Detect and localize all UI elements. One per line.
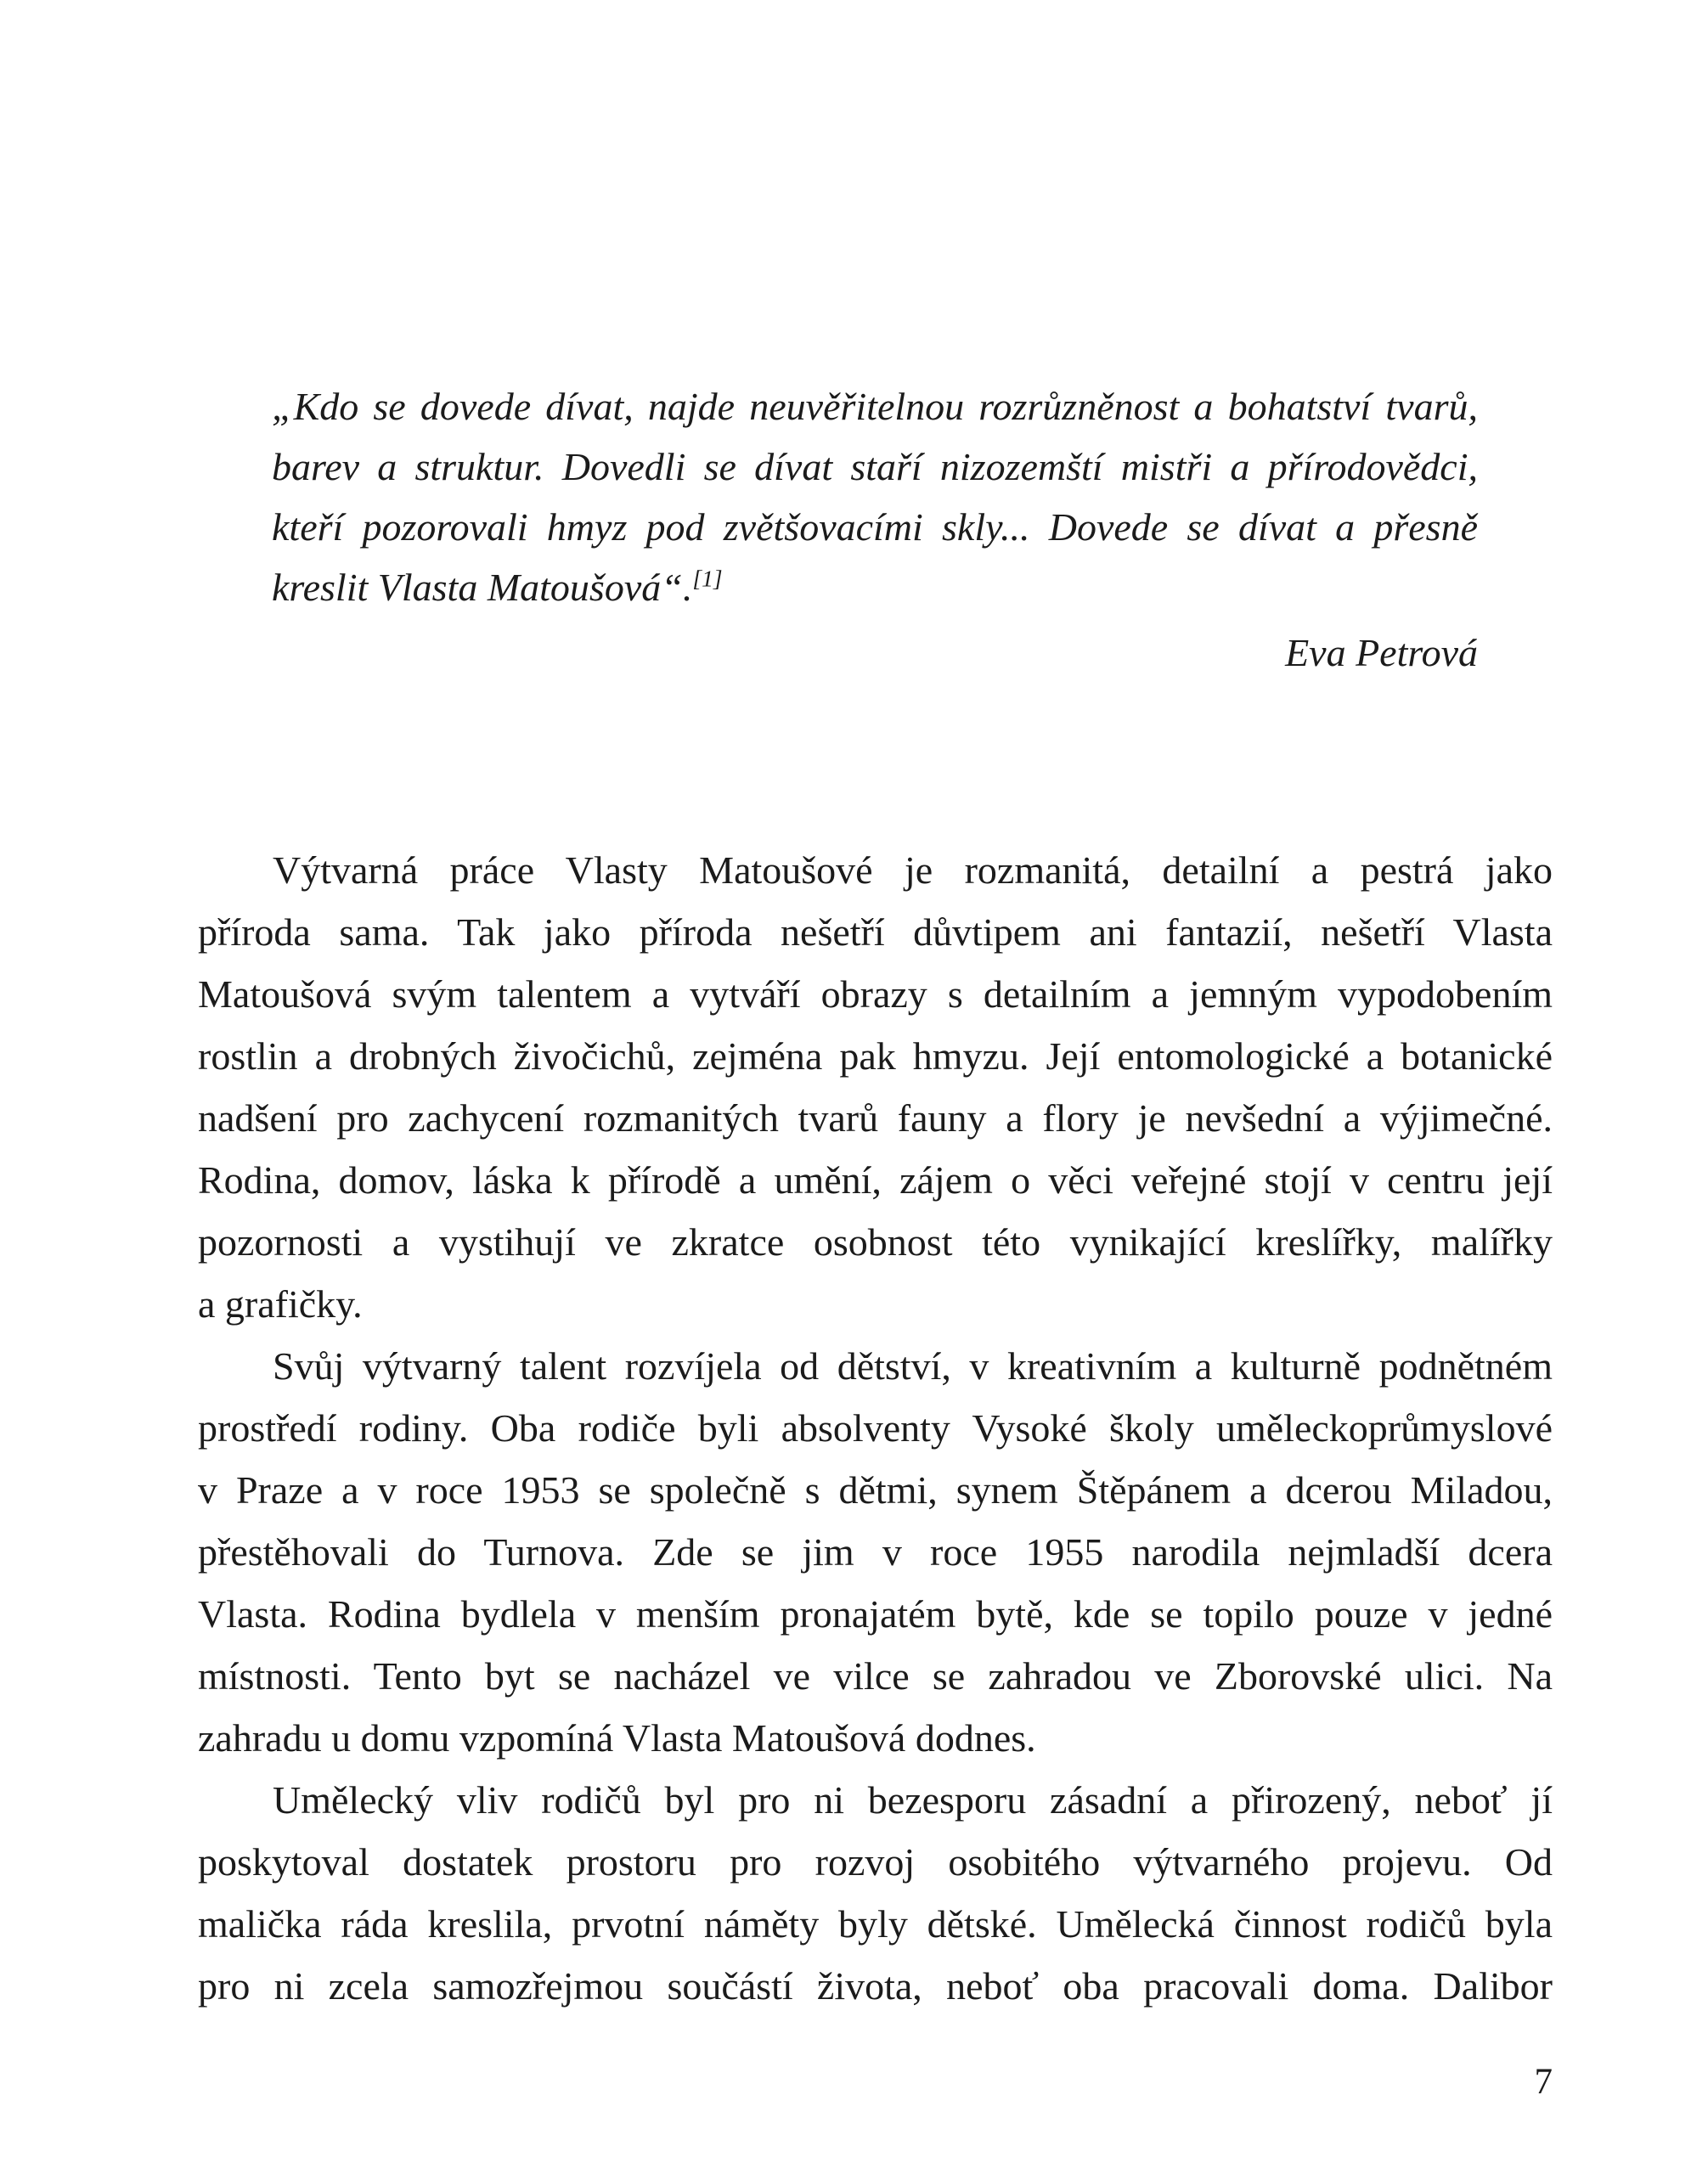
quote-line: barev a struktur. Dovedli se dívat staří nizozemští mistři a přírodovědci, [272, 445, 1478, 488]
footnote-reference: [1] [692, 565, 723, 592]
body-line: nadšení pro zachycení rozmanitých tvarů fauny a flory je nevšední a výjimečné. [198, 1096, 1553, 1140]
page-number: 7 [1534, 2062, 1553, 2102]
body-line: pozornosti a vystihují ve zkratce osobnost této vynikající kreslířky, malířky [198, 1220, 1553, 1264]
quote-line: kteří pozorovali hmyz pod zvětšovacími skly... Dovede se dívat a přesně [272, 505, 1478, 549]
body-line: v Praze a v roce 1953 se společně s dětmi, synem Štěpánem a dcerou Miladou, [198, 1468, 1553, 1512]
body-line: zahradu u domu vzpomíná Vlasta Matoušová dodnes. [198, 1716, 1036, 1760]
body-line: příroda sama. Tak jako příroda nešetří důvtipem ani fantazií, nešetří Vlasta [198, 910, 1553, 954]
quote-attribution: Eva Petrová [1285, 631, 1478, 674]
quote-line-text: kreslit Vlasta Matoušová“. [272, 566, 693, 609]
body-line: pro ni zcela samozřejmou součástí života, neboť oba pracovali doma. Dalibor [198, 1964, 1553, 2008]
epigraph-quote [272, 376, 1478, 617]
quote-line [272, 557, 1478, 617]
body-line: poskytoval dostatek prostoru pro rozvoj osobitého výtvarného projevu. Od [198, 1840, 1553, 1884]
paragraph [198, 1769, 1553, 2017]
body-text [198, 839, 1553, 2017]
body-line: Vlasta. Rodina bydlela v menším pronajatém bytě, kde se topilo pouze v jedné [198, 1592, 1553, 1636]
body-line: místnosti. Tento byt se nacházel ve vilce se zahradou ve Zborovské ulici. Na [198, 1654, 1553, 1698]
body-line: prostředí rodiny. Oba rodiče byli absolventy Vysoké školy uměleckoprůmyslové [198, 1406, 1553, 1450]
body-line: malička ráda kreslila, prvotní náměty byly dětské. Umělecká činnost rodičů byla [198, 1902, 1553, 1946]
body-line: přestěhovali do Turnova. Zde se jim v roce 1955 narodila nejmladší dcera [198, 1530, 1553, 1574]
paragraph [198, 839, 1553, 1335]
body-line: Rodina, domov, láska k přírodě a umění, zájem o věci veřejné stojí v centru její [198, 1158, 1553, 1202]
body-line: Výtvarná práce Vlasty Matoušové je rozmanitá, detailní a pestrá jako [273, 848, 1553, 892]
body-line: Umělecký vliv rodičů byl pro ni bezesporu zásadní a přirozený, neboť jí [273, 1778, 1553, 1822]
body-line: Matoušová svým talentem a vytváří obrazy s detailním a jemným vypodobením [198, 972, 1553, 1016]
body-line: Svůj výtvarný talent rozvíjela od dětství, v kreativním a kulturně podnětném [273, 1344, 1553, 1388]
body-line: a grafičky. [198, 1282, 363, 1326]
body-line: rostlin a drobných živočichů, zejména pak hmyzu. Její entomologické a botanické [198, 1034, 1553, 1078]
paragraph [198, 1335, 1553, 1769]
quote-line: „Kdo se dovede dívat, najde neuvěřitelnou rozrůzněnost a bohatství tvarů, [272, 385, 1478, 428]
